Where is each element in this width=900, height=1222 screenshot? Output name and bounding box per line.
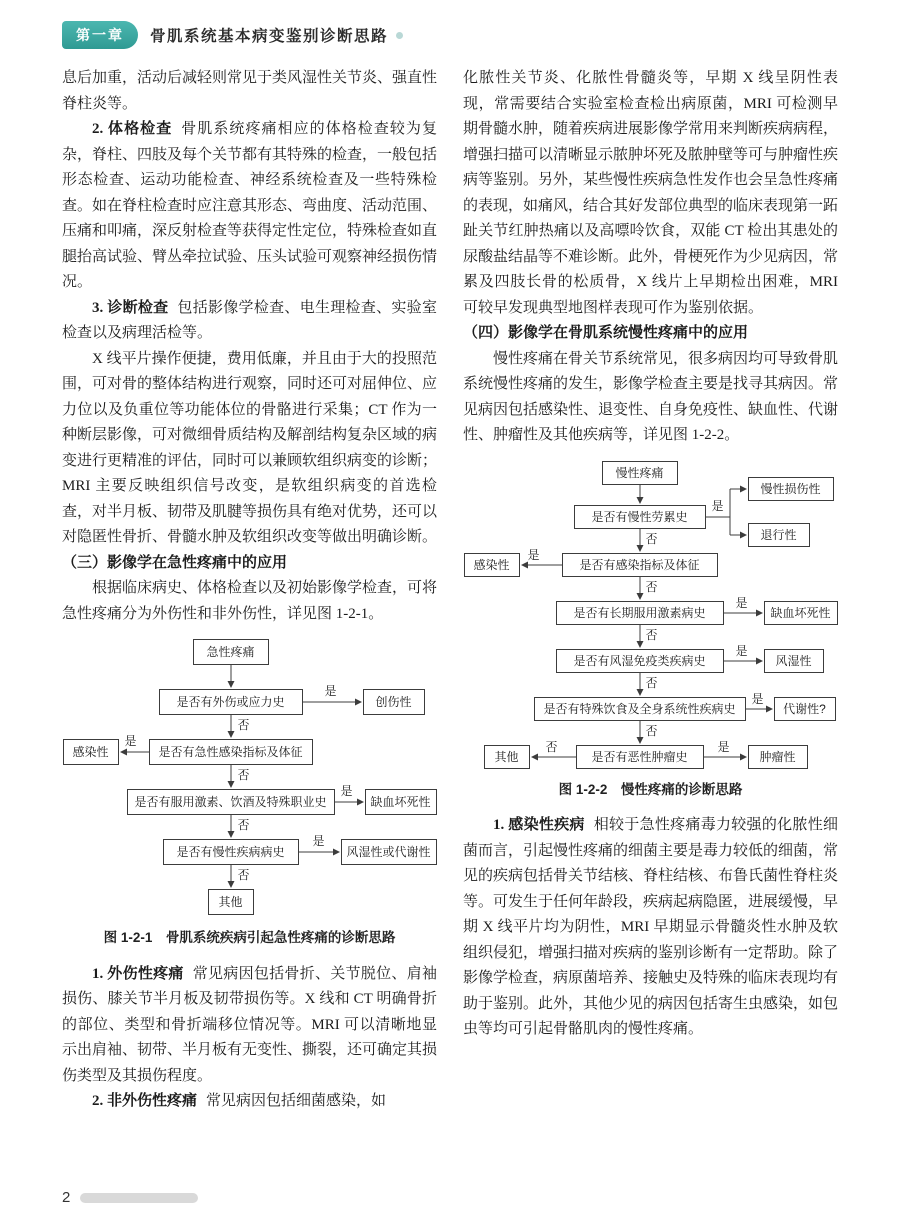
flow-node-result: 感染性 bbox=[464, 553, 520, 577]
flow-node-start: 慢性疼痛 bbox=[602, 461, 678, 485]
two-column-body bbox=[62, 66, 838, 1115]
arrow-label-yes: 是 bbox=[312, 834, 325, 848]
flow-node-end: 其他 bbox=[208, 889, 254, 915]
flow-node-question: 是否有慢性疾病病史 bbox=[163, 839, 299, 865]
flow-node-question: 是否有长期服用激素病史 bbox=[556, 601, 724, 625]
paragraph-lead: 1. 外伤性疼痛 bbox=[92, 965, 184, 982]
paragraph-text: 包括影像学检查、电生理检查、实验室检查以及病理活检等。 bbox=[62, 299, 437, 341]
flow-node-result: 缺血坏死性 bbox=[764, 601, 838, 625]
arrow-label-yes: 是 bbox=[711, 498, 724, 513]
flow-node-result: 慢性损伤性 bbox=[748, 477, 834, 501]
flow-node-question: 是否有感染指标及体征 bbox=[562, 553, 718, 577]
flow-node-result: 肿瘤性 bbox=[748, 745, 808, 769]
left-column bbox=[62, 66, 437, 1115]
arrow-label-yes: 是 bbox=[324, 684, 337, 698]
flow-node-result: 风湿性或代谢性 bbox=[341, 839, 437, 865]
page-footer bbox=[62, 1189, 198, 1206]
arrow-label-no: 否 bbox=[645, 579, 658, 594]
paragraph-text: 相较于急性疼痛毒力较强的化脓性细菌而言，引起慢性疼痛的细菌主要是毒力较低的细菌，常见的疾病包括骨关节结核、脊柱结核、布鲁氏菌性脊柱炎等。可发生于任何年龄段，疾病起病隐匿，进展缓慢，早期 X 线平片均为阴性，MRI 早期显示骨髓炎性水肿及软组织侵犯，增强扫描对疾病的鉴别诊断有一定帮助。除了影像学检查，病原菌培养、接触史及特殊的临床表现均有助于鉴别。此外，其他少见的病因包括寄生虫感染，如包虫等均可引起骨骼肌肉的慢性疼痛。 bbox=[463, 817, 839, 1038]
arrow-label-yes: 是 bbox=[735, 643, 748, 658]
figure-caption: 图 1-2-1 骨肌系统疾病引起急性疼痛的诊断思路 bbox=[103, 930, 396, 945]
figure-caption: 图 1-2-2 慢性疼痛的诊断思路 bbox=[558, 781, 743, 797]
arrow-label-yes: 是 bbox=[340, 784, 353, 798]
arrow-label-yes: 是 bbox=[527, 547, 540, 562]
flow-node-question: 是否有急性感染指标及体征 bbox=[149, 739, 313, 765]
right-column bbox=[463, 66, 838, 1115]
paragraph-acute-continued: 化脓性关节炎、化脓性骨髓炎等，早期 X 线呈阴性表现，常需要结合实验室检查检出病原菌，MRI 可检测早期骨髓水肿，随着疾病进展影像学常用来判断疾病病程，增强扫描可以清晰显示脓肿坏死及脓肿壁等可与肿瘤性疾病等鉴别。另外，某些慢性疾病急性发作也会呈急性疼痛的表现，如痛风，结合其好发部位典型的临床表现第一跖趾关节红肿热痛以及高嘌呤饮食，双能 CT 检出其患处的尿酸盐结晶等不难诊断。此外，骨梗死作为少见病因，常累及四肢长骨的松质骨，X 线片上早期检出困难，MRI 可较早发现典型地图样表现可作为鉴别依据。 bbox=[463, 70, 839, 316]
arrow-label-no: 否 bbox=[645, 627, 658, 642]
paragraph-lead: 3. 诊断检查 bbox=[92, 299, 169, 316]
flow-node-question: 是否有风湿免疫类疾病史 bbox=[556, 649, 724, 673]
paragraph-traumatic-pain bbox=[62, 962, 437, 1090]
flow-node-question: 是否有特殊饮食及全身系统性疾病史 bbox=[534, 697, 746, 721]
paragraph-physical-exam bbox=[62, 117, 437, 296]
flow-node-end: 其他 bbox=[484, 745, 530, 769]
section-heading-three: （三）影像学在急性疼痛中的应用 bbox=[62, 554, 288, 571]
arrow-label-yes: 是 bbox=[751, 691, 764, 706]
paragraph-text: 常见病因包括骨折、关节脱位、肩袖损伤、膝关节半月板及韧带损伤等。X 线和 CT 明确骨折的部位、类型和骨折端移位情况等。MRI 可以清晰地显示出肩袖、韧带、半月板有无变性、撕裂，还可确定其损伤类型及其损伤程度。 bbox=[62, 965, 438, 1084]
flow-node-result: 创伤性 bbox=[363, 689, 425, 715]
page-number: 2 bbox=[62, 1189, 71, 1206]
footer-decoration-bar bbox=[80, 1193, 198, 1203]
flow-node-question: 是否有服用激素、饮酒及特殊职业史 bbox=[127, 789, 335, 815]
arrow-label-yes: 是 bbox=[735, 595, 748, 610]
paragraph-imaging-modalities: X 线平片操作便捷，费用低廉，并且由于大的投照范围，可对骨的整体结构进行观察，同时还可对屈伸位、应力位以及负重位等功能体位的骨骼进行采集；CT 作为一种断层影像，可对微细骨质结构及解剖结构复杂区域的病变进行更精准的评估，同时可以兼顾软组织病变的诊断；MRI 主要反映组织信号改变，是软组织病变的首选检查，对半月板、韧带及肌腱等损伤具有绝对优势，还可以对隐匿性骨折、骨髓水肿及软组织改变等做出明确诊断。 bbox=[62, 350, 438, 545]
paragraph-lead: 2. 体格检查 bbox=[92, 121, 173, 137]
paragraph-chronic-pain-intro: 慢性疼痛在骨关节系统常见，很多病因均可导致骨肌系统慢性疼痛的发生，影像学检查主要是找寻其病因。常见病因包括感染性、退变性、自身免疫性、缺血性、代谢性、肿瘤性及其他疾病等，详见图 1-2-2。 bbox=[463, 350, 839, 443]
arrow-label-no: 否 bbox=[237, 868, 250, 882]
flow-node-start: 急性疼痛 bbox=[193, 639, 269, 665]
section-heading-four: （四）影像学在骨肌系统慢性疼痛中的应用 bbox=[463, 325, 749, 341]
chapter-title: 骨肌系统基本病变鉴别诊断思路 bbox=[150, 28, 389, 45]
flow-node-result: 风湿性 bbox=[764, 649, 824, 673]
arrow-label-no: 否 bbox=[645, 675, 658, 690]
figure-1-2-2-flowchart bbox=[464, 461, 838, 773]
title-dot-icon bbox=[396, 32, 403, 39]
flow-node-question: 是否有外伤或应力史 bbox=[159, 689, 303, 715]
paragraph-acute-pain-intro: 根据临床病史、体格检查以及初始影像学检查，可将急性疼痛分为外伤性和非外伤性，详见图 1-2-1。 bbox=[62, 580, 438, 622]
paragraph-nontraumatic-pain bbox=[62, 1089, 437, 1115]
arrow-label-no: 否 bbox=[545, 739, 558, 754]
arrow-label-yes: 是 bbox=[717, 739, 730, 754]
flow-node-result: 代谢性? bbox=[774, 697, 836, 721]
page-header bbox=[62, 20, 838, 50]
arrow-label-no: 否 bbox=[645, 723, 658, 738]
paragraph-diagnostic-exam bbox=[62, 296, 437, 347]
paragraph-lead: 2. 非外伤性疼痛 bbox=[92, 1093, 198, 1110]
flow-node-question: 是否有恶性肿瘤史 bbox=[576, 745, 704, 769]
arrow-label-no: 否 bbox=[645, 531, 658, 546]
arrow-label-yes: 是 bbox=[124, 734, 137, 748]
paragraph-infectious-disease bbox=[463, 813, 838, 1043]
flow-node-result: 感染性 bbox=[63, 739, 119, 765]
flow-node-result: 退行性 bbox=[748, 523, 810, 547]
paragraph-text: 骨肌系统疼痛相应的体格检查较为复杂，脊柱、四肢及每个关节都有其特殊的检查，一般包括形态检查、运动功能检查、神经系统检查及一些特殊检查。如在脊柱检查时应注意其形态、弯曲度、活动范围、压痛和叩痛，深反射检查等获得定性定位，特殊检查如直腿抬高试验、臂丛牵拉试验、压头试验可观察神经损伤情况。 bbox=[62, 121, 438, 290]
paragraph-lead: 1. 感染性疾病 bbox=[493, 817, 585, 834]
chapter-badge: 第一章 bbox=[62, 21, 138, 49]
arrow-label-no: 否 bbox=[237, 768, 250, 782]
paragraph: 息后加重，活动后减轻则常见于类风湿性关节炎、强直性脊柱炎等。 bbox=[62, 70, 438, 112]
flow-node-question: 是否有慢性劳累史 bbox=[574, 505, 706, 529]
figure-1-2-1-flowchart bbox=[63, 639, 437, 921]
paragraph-text: 常见病因包括细菌感染，如 bbox=[206, 1093, 387, 1110]
arrow-label-no: 否 bbox=[237, 718, 250, 732]
arrow-label-no: 否 bbox=[237, 818, 250, 832]
flow-node-result: 缺血坏死性 bbox=[365, 789, 437, 815]
